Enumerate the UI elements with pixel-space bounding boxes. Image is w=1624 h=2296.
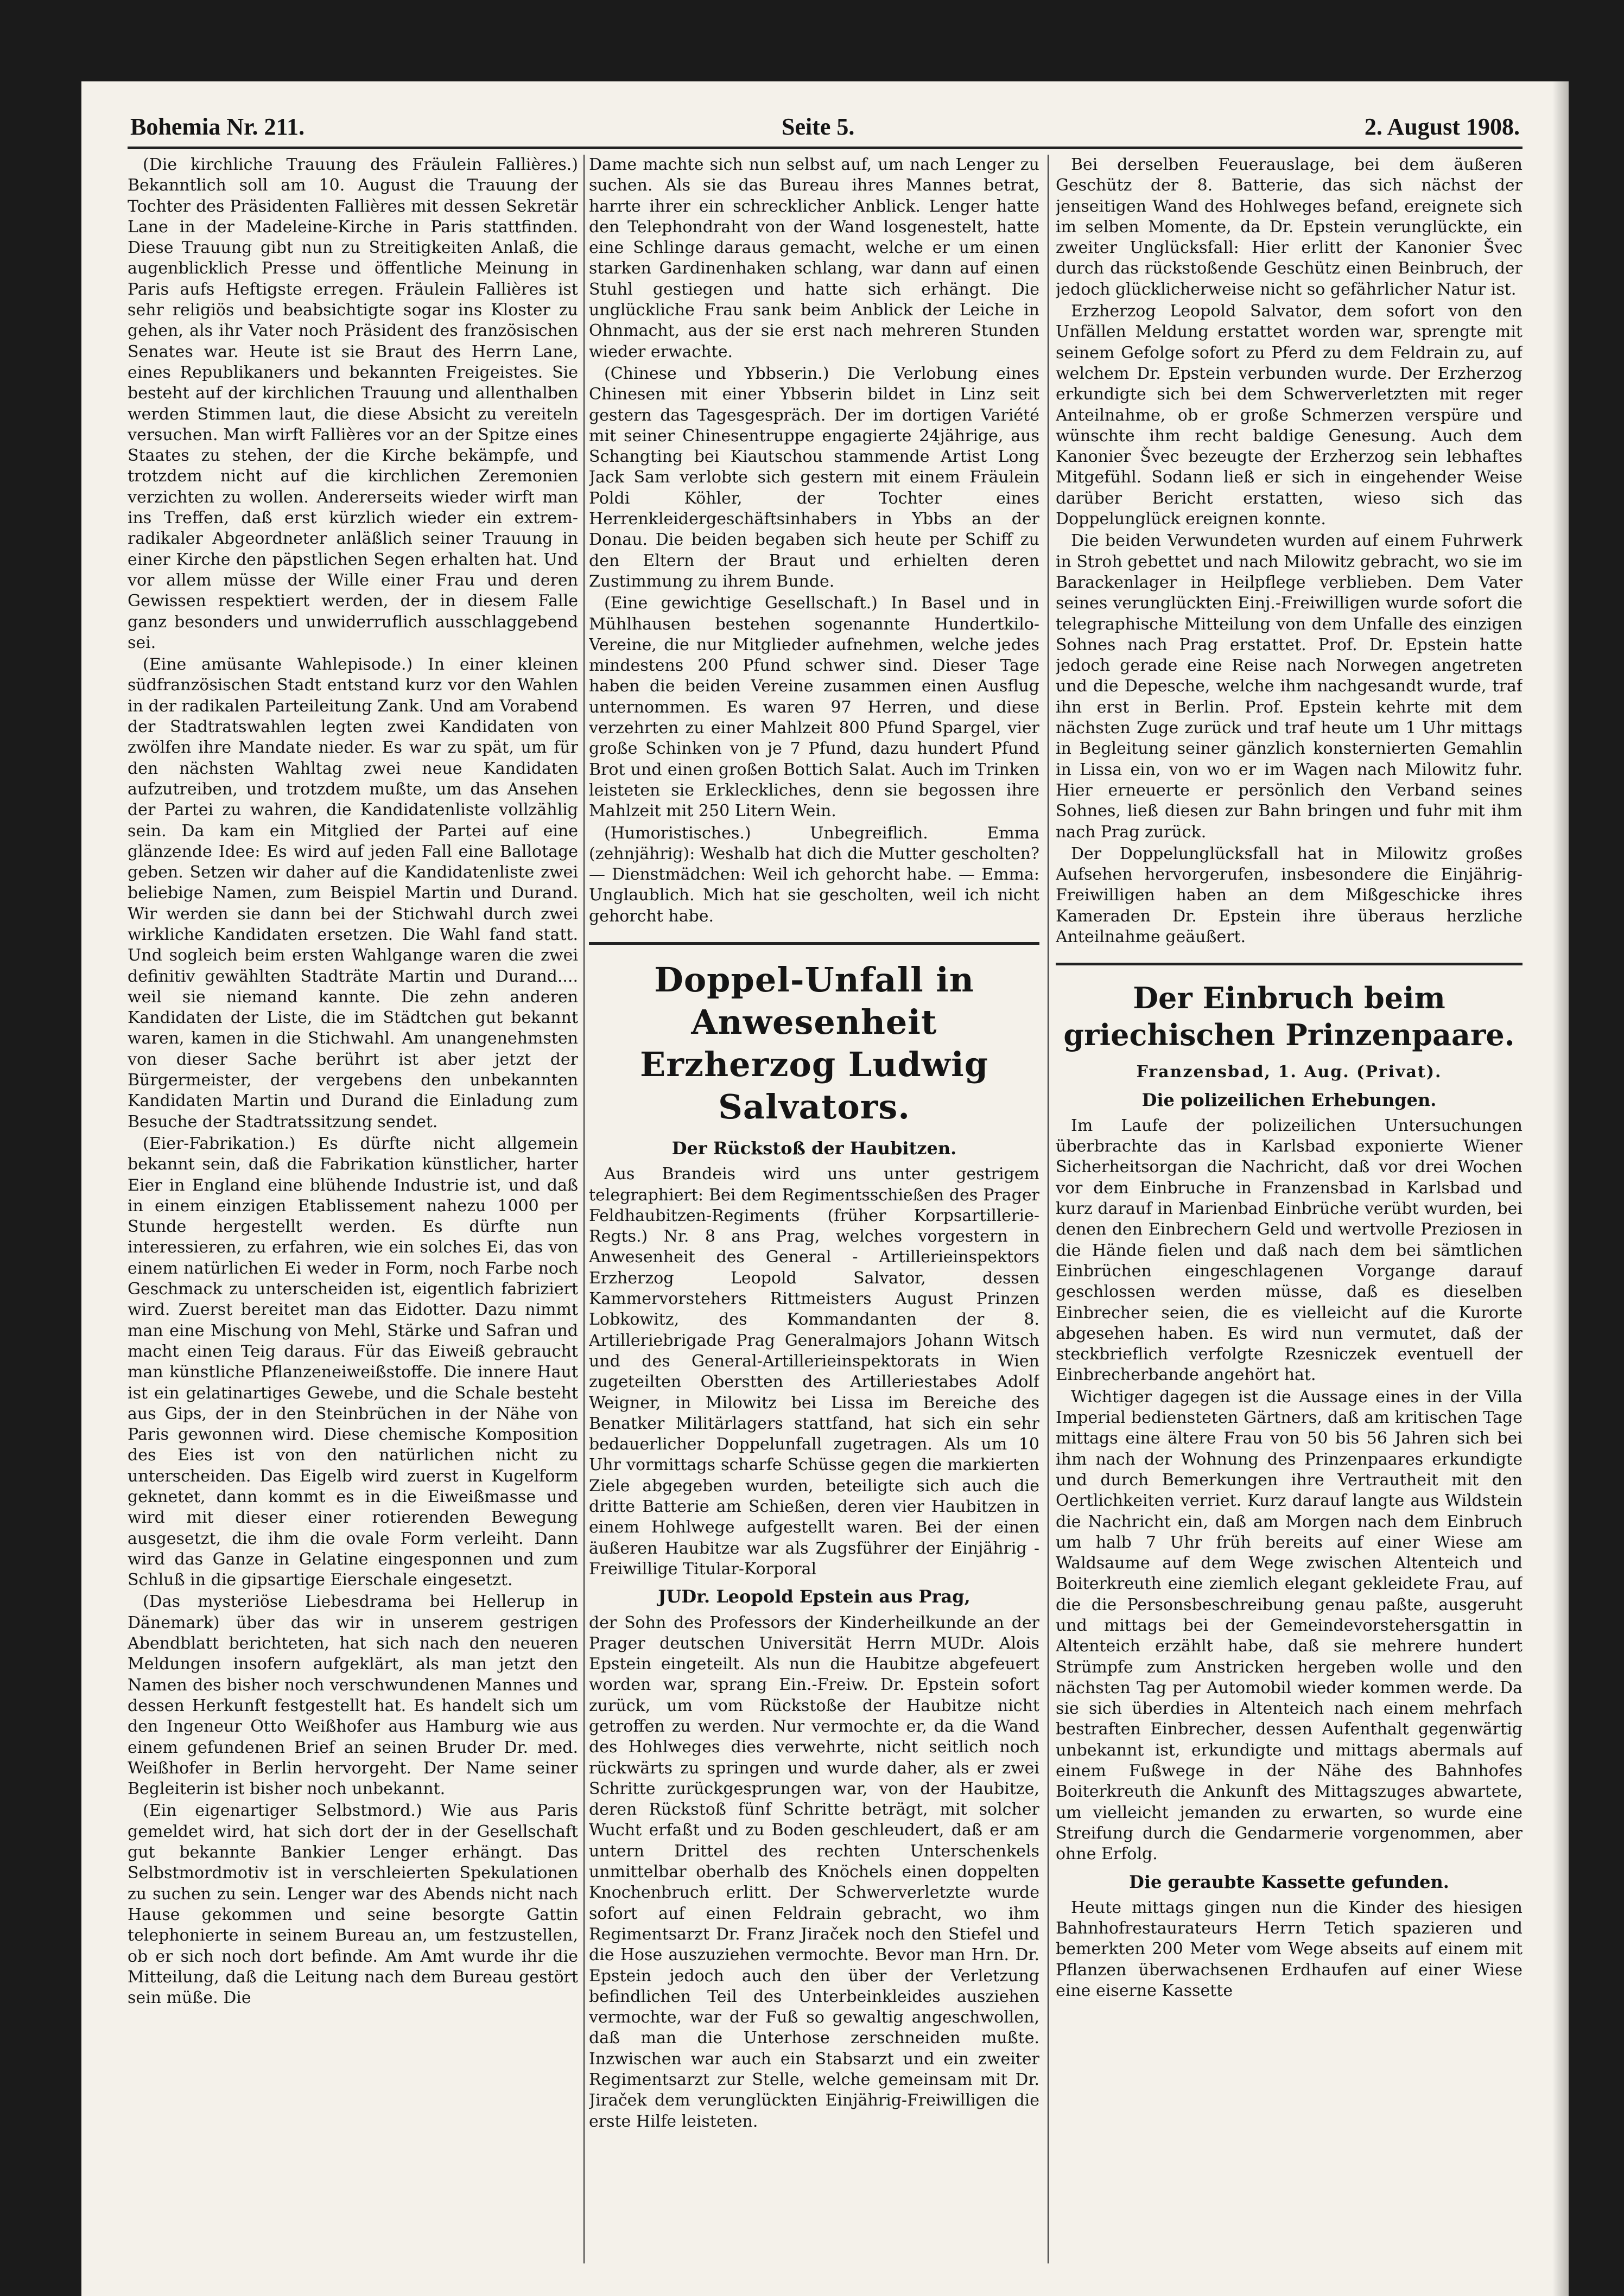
column-divider (583, 155, 585, 2263)
subhead-epstein: JUDr. Leopold Epstein aus Prag, (658, 1586, 970, 1607)
column-2 (589, 155, 1039, 2263)
article-gesellschaft: (Eine gewichtige Gesellschaft.) In Basel und in Mühlhausen bestehen sogenannte Hundertkilo-Vereine, die nur Mitglieder aufnehmen, welche jedes mindestens 200 Pfund schwer sind. Dieser Tage haben die beiden Vereine zusammen einen Ausflug unternommen. Es waren 97 Herren, und diese verzehrten zu einer Mahlzeit 800 Pfund Spargel, vier große Schinken von je 7 Pfund, dazu hundert Pfund Brot und einen großen Bottich Salat. Auch im Trinken leisteten sie Erkleckliches, denn sie begossen ihre Mahlzeit mit 250 Litern Wein. (589, 594, 1039, 821)
article-aufsehen: Der Doppelunglücksfall hat in Milowitz großes Aufsehen hervorgerufen, insbesondere die Einjährig-Freiwilligen haben an dem Mißgeschicke ihres Kameraden Dr. Epstein ihre überaus herzliche Anteilnahme geäußert. (1056, 844, 1522, 946)
article-erzherzog: Erzherzog Leopold Salvator, dem sofort von den Unfällen Meldung erstattet worden war, sprengte mit seinem Gefolge sofort zu Pferd zu dem Feldrain zu, auf welchem Dr. Epstein verbunden wurde. Der Erzherzog erkundigte sich bei dem Schwerverletzten mit reger Anteilnahme, ob er große Schmerzen verspüre und wünschte ihm recht baldige Genesung. Auch dem Kanonier Švec bezeugte der Erzherzog sein lebhaftes Mitgefühl. Sodann ließ er sich in eingehender Weise darüber Bericht erstatten, wieso sich das Doppelunglück ereignen konnte. (1056, 302, 1522, 529)
article-selbstmord-continued: Dame machte sich nun selbst auf, um nach Lenger zu suchen. Als sie das Bureau ihres Mannes betrat, harrte ihrer ein schrecklicher Anblick. Lenger hatte den Telephondraht von der Wand losgenestelt, hatte eine Schlinge daraus gemacht, welche er um einen starken Gardinenhaken schlang, war dann auf einen Stuhl gestiegen und hatte sich erhängt. Die unglückliche Frau sank beim Anblick der Leiche in Ohnmacht, aus der sie erst nach mehreren Stunden wieder erwachte. (589, 155, 1039, 361)
article-trauung: (Die kirchliche Trauung des Fräulein Fallières.) Bekanntlich soll am 10. August die Trauung der Tochter des Präsidenten Fallières mit dessen Sekretär Lane in der Madeleine-Kirche in Paris stattfinden. Diese Trauung gibt nun zu Streitigkeiten Anlaß, die augenblicklich Presse und öffentliche Meinung in Paris aufs Heftigste erregen. Fräulein Fallières ist sehr religiös und beabsichtigte sogar ins Kloster zu gehen, als ihr Vater noch Präsident des französischen Senates war. Heute ist sie Braut des Herrn Lane, eines Republikaners und bekannten Freigeistes. Sie besteht auf der kirchlichen Trauung und allenthalben werden Stimmen laut, die diese Absicht zu vereiteln versuchen. Man wirft Fallières vor an der Spitze eines Staates zu stehen, der die Kirche bekämpfe, und trotzdem nicht auf die kirchlichen Zeremonien verzichten zu wollen. Andererseits wieder wirft man ins Treffen, daß erst kürzlich wieder ein extrem-radikaler Abgeordneter anläßlich seiner Trauung in einer Kirche den päpstlichen Segen erhalten hat. Und vor allem müsse der Wille einer Frau und deren Gewissen respektiert werden, der in diesem Falle ganz besonders und unwiderruflich ausschlaggebend sei. (128, 155, 578, 652)
article-kassette: Heute mittags gingen nun die Kinder des hiesigen Bahnhofrestaurateurs Herrn Tetich spazieren und bemerkten 200 Meter vom Wege abseits auf einem mit Pflanzen überwachsenen Erdhaufen auf einer Wiese eine eiserne Kassette (1056, 1898, 1522, 2001)
article-liebesdrama: (Das mysteriöse Liebesdrama bei Hellerup in Dänemark) über das wir in unserem gestrigen Abendblatt berichteten, hat sich nach den neueren Meldungen insofern aufgeklärt, als man jetzt den Namen des bisher noch verschwundenen Mannes und dessen Herkunft festgestellt hat. Es handelt sich um den Ingeneur Otto Weißhofer aus Hamburg wie aus einem gefundenen Brief an seinen Bruder Dr. med. Weißhofer in Berlin hervorgeht. Der Name seiner Begleiterin ist bisher noch unbekannt. (128, 1592, 578, 1799)
column-3 (1056, 155, 1522, 2263)
subhead-kassette: Die geraubte Kassette gefunden. (1129, 1871, 1449, 1892)
headline-doppel-unfall: Doppel-Unfall in Anwesenheit Erzherzog Ludwig Salvators. (639, 959, 989, 1127)
page-edge-shadow (1552, 81, 1569, 2296)
section-rule (1056, 963, 1522, 965)
page-header (130, 109, 1520, 147)
newspaper-issue: Bohemia Nr. 211. (130, 113, 305, 140)
article-doppel-unfall: Aus Brandeis wird uns unter gestrigem telegraphiert: Bei dem Regimentsschießen des Prager Feldhaubitzen-Regiments (früher Korpsartillerie-Regts.) Nr. 8 ans Prag, welches vorgestern in Anwesenheit des General - Artillerieinspektors Erzherzog Leopold Salvator, dessen Kammervorstehers Rittmeisters August Prinzen Lobkowitz, des Kommandanten der 8. Artilleriebrigade Prag Generalmajors Johann Witsch und des General-Artillerieinspektorats in Wien zugeteilten Oberstten des Artilleriestabes Adolf Weigner, in Milowitz bei Lissa im Bereiche des Benatker Militärlagers stattfand, hat sich ein sehr bedauerlicher Doppelunfall zugetragen. Als um 10 Uhr vormittags scharfe Schüsse gegen die markierten Ziele abgegeben wurden, beteiligte sich auch die dritte Batterie am Schießen, deren vier Haubitzen in einem Hohlwege aufgestellt waren. Bei der einen äußeren Haubitze war als Zugsführer der Einjährig - Freiwillige Titular-Korporal (589, 1165, 1039, 1579)
newspaper-page (81, 81, 1569, 2296)
article-epstein: der Sohn des Professors der Kinderheilkunde an der Prager deutschen Universität Herrn MUDr. Alois Epstein eingeteilt. Als nun die Haubitze abgefeuert worden war, sprang Ein.-Freiw. Dr. Epstein sofort zurück, um vom Rückstoße der Haubitze nicht getroffen zu werden. Nur vermochte er, da die Wand des Hohlweges dies verwehrte, nicht seitlich noch rückwärts zu springen und wurde daher, als er zwei Schritte zurückgesprungen war, von der Haubitze, deren Rückstoß fünf Schritte beträgt, mit solcher Wucht erfaßt und zu Boden geschleudert, daß er am untern Drittel des rechten Unterschenkels unmittelbar oberhalb des Knöchels einen doppelten Knochenbruch erlitt. Der Schwerverletzte wurde sofort auf einen Feldrain gebracht, wo ihm Regimentsarzt Dr. Franz Jiraček noch den Stiefel und die Hose auszuziehen vermochte. Bevor man Hrn. Dr. Epstein jedoch auch den über der Verletzung befindlichen Teil des Unterbeinkleides ausziehen vermochte, war der Fuß so gewaltig angeschwollen, daß man die Unterhose zerschneiden mußte. Inzwischen war auch ein Stabsarzt und ein zweiter Regimentsarzt zur Stelle, welche gemeinsam mit Dr. Jiraček dem verunglückten Einjährig-Freiwilligen die erste Hilfe leisteten. (589, 1613, 1039, 2131)
article-chinese-ybbserin: (Chinese und Ybbserin.) Die Verlobung eines Chinesen mit einer Ybbserin bildet in Linz seit gestern das Tagesgespräch. Der im dortigen Variété mit seiner Chinesentruppe engagierte 24jährige, aus Schangting bei Kiautschou stammende Artist Long Jack Sam verlobte sich gestern mit einem Fräulein Poldi Köhler, der Tochter eines Herrenkleidergeschäftsinhabers in Ybbs an der Donau. Die beiden begaben sich heute per Schiff zu den Eltern der Braut und erhielten deren Zustimmung zu ihrem Bunde. (589, 364, 1039, 591)
article-eier-fabrikation: (Eier-Fabrikation.) Es dürfte nicht allgemein bekannt sein, daß die Fabrikation künstlicher, harter Eier in England eine blühende Industrie ist, und daß in einem einzigen Etablissement nahezu 1000 per Stunde hergestellt werden. Es dürfte nun interessieren, zu erfahren, wie ein solches Ei, das von einem natürlichen Ei weder in Form, noch Farbe noch Geschmack zu unterscheiden ist, eigentlich fabriziert wird. Zuerst bereitet man das Eidotter. Dazu nimmt man eine Mischung von Mehl, Stärke und Safran und macht einen Teig daraus. Für das Eiweiß gebraucht man künstliche Pflanzeneiweißstoffe. Die innere Haut ist ein gelatinartiges Gewebe, und die Schale besteht aus Gips, der in den Steinbrüchen in der Nähe von Paris gewonnen wird. Diese chemische Komposition des Eies ist von den natürlichen nicht zu unterscheiden. Das Eigelb wird zuerst in Kugelform geknetet, dann kommt es in die Eiweißmasse und wird mit dieser einer rotierenden Bewegung ausgesetzt, die ihm die ovale Form verleiht. Dann wird das Ganze in Gelatine eingesponnen und zum Schluß in die gipsartige Eierschale eingesetzt. (128, 1134, 578, 1590)
subhead-rueckstoss: Der Rückstoß der Haubitzen. (671, 1137, 957, 1159)
article-erhebungen: Im Laufe der polizeilichen Untersuchungen überbrachte das in Karlsbad exponierte Wiener Sicherheitsorgan die Nachricht, daß vor drei Wochen vor dem Einbruche in Franzensbad in Karlsbad und kurz darauf in Marienbad Einbrüche verübt wurden, bei denen den Einbrechern Geld und wertvolle Preziosen in die Hände fielen und daß nach dem bei sämtlichen Einbrüchen eingeschlagenen Vorgange darauf geschlossen werden müsse, daß es dieselben Einbrecher seien, die es vielleicht auf die Kurorte abgesehen haben. Es wird nun vermutet, daß der steckbrieflich verfolgte Rzesniczek eventuell der Einbrecherbande angehört hat. (1056, 1116, 1522, 1385)
column-divider (1048, 155, 1049, 2263)
article-selbstmord: (Ein eigenartiger Selbstmord.) Wie aus Paris gemeldet wird, hat sich dort der in der Gesellschaft gut bekannte Bankier Lenger erhängt. Das Selbstmordmotiv ist in verschleierten Spekulationen zu suchen zu sein. Lenger war des Abends nicht nach Hause gekommen und seine besorgte Gattin telephonierte in seinem Bureau an, um festzustellen, ob er sich noch dort befinde. Am Amt wurde ihr die Mitteilung, daß die Leitung nach dem Bureau gestört sein müße. Die (128, 1801, 578, 2008)
issue-date: 2. August 1908. (1364, 113, 1520, 140)
column-1 (128, 155, 578, 2263)
article-verwundete: Die beiden Verwundeten wurden auf einem Fuhrwerk in Stroh gebettet und nach Milowitz gebracht, wo sie im Barackenlager in Heilpflege verblieben. Dem Vater seines verunglückten Einj.-Freiwilligen wurde sofort die telegraphische Mitteilung von dem Unfalle des einzigen Sohnes nach Prag erstattet. Prof. Dr. Epstein hatte jedoch gerade eine Reise nach Norwegen angetreten und die Depesche, welche ihm nachgesandt wurde, traf ihn erst in Berlin. Prof. Epstein kehrte mit dem nächsten Zuge zurück und traf heute um 1 Uhr mittags in Begleitung seiner gänzlich konsternierten Gemahlin in Lissa ein, von wo er im Wagen nach Milowitz fuhr. Hier erneuerte er persönlich den Verband seines Sohnes, ließ diesen zur Bahn bringen und fuhr mit ihm nach Prag zurück. (1056, 531, 1522, 842)
section-rule (589, 942, 1039, 945)
page-number: Seite 5. (782, 113, 855, 140)
headline-einbruch: Der Einbruch beim griechischen Prinzenpaare. (1063, 981, 1515, 1053)
article-aussage: Wichtiger dagegen ist die Aussage eines in der Villa Imperial bediensteten Gärtners, daß am kritischen Tage mittags eine ältere Frau von 50 bis 56 Jahren sich bei ihm nach der Wohnung des Prinzenpaares erkundigte und durch Bemerkungen ihre Vertrautheit mit den Oertlichkeiten verriet. Kurz darauf langte aus Wildstein die Nachricht ein, daß am Morgen nach dem Einbruch um halb 7 Uhr früh bereits auf einer Wiese am Waldsaume auf dem Wege zwischen Altenteich und Boiterkreuth eine ziemlich elegant gekleidete Frau, auf die die Personsbeschreibung genau paßte, ausgeruht und mittags bei der Gemeindevorstehersgattin in Altenteich erzählt habe, daß sie mehrere hundert Strümpfe zum Anstricken hergeben wolle und den nächsten Tag per Automobil wieder kommen werde. Da sie sich überdies in Altenteich nach einem mehrfach bestraften Einbrecher, dessen Aufenthalt gegenwärtig unbekannt ist, erkundigte und mittags abermals auf einem Fußwege in der Nähe des Bahnhofes Boiterkreuth die Ankunft des Mittagszuges abwartete, um vielleicht jemanden zu erwarten, so wurde eine Streifung durch die Gendarmerie vorgenommen, aber ohne Erfolg. (1056, 1387, 1522, 1864)
article-humoristisches: (Humoristisches.) Unbegreiflich. Emma (zehnjährig): Weshalb hat dich die Mutter gescholten? — Dienstmädchen: Weil ich gehorcht habe. — Emma: Unglaublich. Mich hat sie gescholten, weil ich nicht gehorcht habe. (589, 823, 1039, 926)
dateline: Franzensbad, 1. Aug. (Privat). (1136, 1063, 1442, 1082)
article-wahlepisode: (Eine amüsante Wahlepisode.) In einer kleinen südfranzösischen Stadt entstand kurz vor den Wahlen in der radikalen Parteileitung Zank. Und am Vorabend der Stadtratswahlen legten zwei Kandidaten von zwölfen ihre Mandate nieder. Es war zu spät, um für den nächsten Wahltag zwei neue Kandidaten aufzutreiben, und trotzdem mußte, um das Ansehen der Partei zu wahren, die Kandidatenliste vollzählig sein. Da kam ein Mitglied der Partei auf eine glänzende Idee: Es wird auf jeden Fall eine Ballotage geben. Setzen wir daher auf die Kandidatenliste zwei beliebige Namen, zum Beispiel Martin und Durand. Wir werden sie dann bei der Stichwahl durch zwei wirkliche Kandidaten ersetzen. Die Wahl fand statt. Und sogleich beim ersten Wahlgange waren die zwei definitiv gewählten Stadträte Martin und Durand.... weil sie niemand kannte. Die zehn anderen Kandidaten der Liste, die im Städtchen gut bekannt waren, kamen in die Stichwahl. Am unangenehmsten von dieser Sache berührt ist aber jetzt der Bürgermeister, der vergebens den unbekannten Kandidaten Martin und Durand die Einladung zum Besuche der Stadtratssitzung sendet. (128, 655, 578, 1131)
subhead-erhebungen: Die polizeilichen Erhebungen. (1141, 1089, 1437, 1110)
header-rule (128, 147, 1522, 149)
article-zweiter-unfall: Bei derselben Feuerauslage, bei dem äußeren Geschütz der 8. Batterie, das sich nächst der jenseitigen Wand des Hohlweges befand, ereignete sich im selben Momente, da Dr. Epstein verunglückte, ein zweiter Unglücksfall: Hier erlitt der Kanonier Švec durch das rückstoßende Geschütz einen Beinbruch, der jedoch glücklicherweise nicht so gefährlicher Natur ist. (1056, 155, 1522, 299)
